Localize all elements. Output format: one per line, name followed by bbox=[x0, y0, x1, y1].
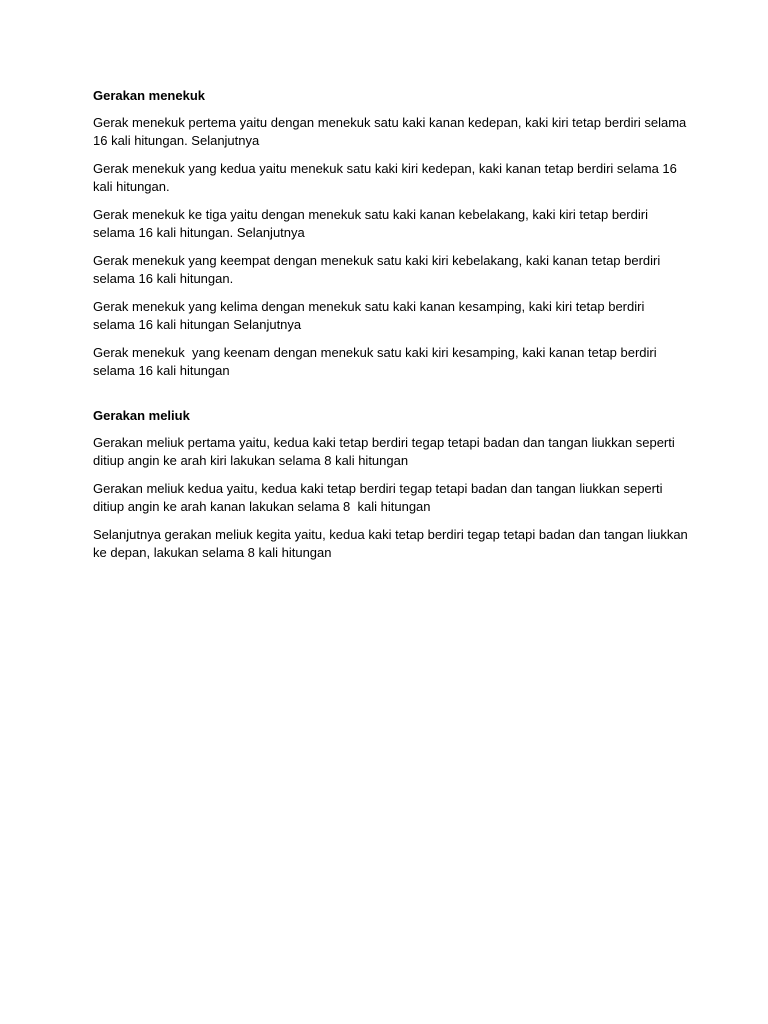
paragraph: Gerak menekuk yang kelima dengan menekuk satu kaki kanan kesamping, kaki kiri tetap berdiri selama 16 kali hitungan Selanjutnya bbox=[93, 299, 648, 332]
section-gerakan-meliuk bbox=[93, 408, 692, 562]
paragraph: Gerakan meliuk pertama yaitu, kedua kaki tetap berdiri tegap tetapi badan dan tangan liukkan seperti ditiup angin ke arah kiri lakukan selama 8 kali hitungan bbox=[93, 435, 679, 468]
paragraph: Gerak menekuk yang keempat dengan menekuk satu kaki kiri kebelakang, kaki kanan tetap berdiri selama 16 kali hitungan. bbox=[93, 253, 664, 286]
paragraph: Gerak menekuk yang keenam dengan menekuk satu kaki kiri kesamping, kaki kanan tetap berdiri selama 16 kali hitungan bbox=[93, 345, 661, 378]
paragraph: Gerak menekuk yang kedua yaitu menekuk satu kaki kiri kedepan, kaki kanan tetap berdiri selama 16 kali hitungan. bbox=[93, 161, 681, 194]
paragraph: Gerak menekuk ke tiga yaitu dengan menekuk satu kaki kanan kebelakang, kaki kiri tetap berdiri selama 16 kali hitungan. Selanjutnya bbox=[93, 207, 652, 240]
paragraph: Gerakan meliuk kedua yaitu, kedua kaki tetap berdiri tegap tetapi badan dan tangan liukkan seperti ditiup angin ke arah kanan lakukan selama 8 kali hitungan bbox=[93, 481, 667, 514]
section-gerakan-menekuk bbox=[93, 88, 688, 380]
section-heading: Gerakan meliuk bbox=[93, 408, 190, 423]
paragraph: Gerak menekuk pertema yaitu dengan menekuk satu kaki kanan kedepan, kaki kiri tetap berdiri selama 16 kali hitungan. Selanjutnya bbox=[93, 115, 690, 148]
paragraph: Selanjutnya gerakan meliuk kegita yaitu, kedua kaki tetap berdiri tegap tetapi badan dan tangan liukkan ke depan, lakukan selama 8 kali hitungan bbox=[93, 527, 692, 560]
section-heading: Gerakan menekuk bbox=[93, 88, 206, 103]
